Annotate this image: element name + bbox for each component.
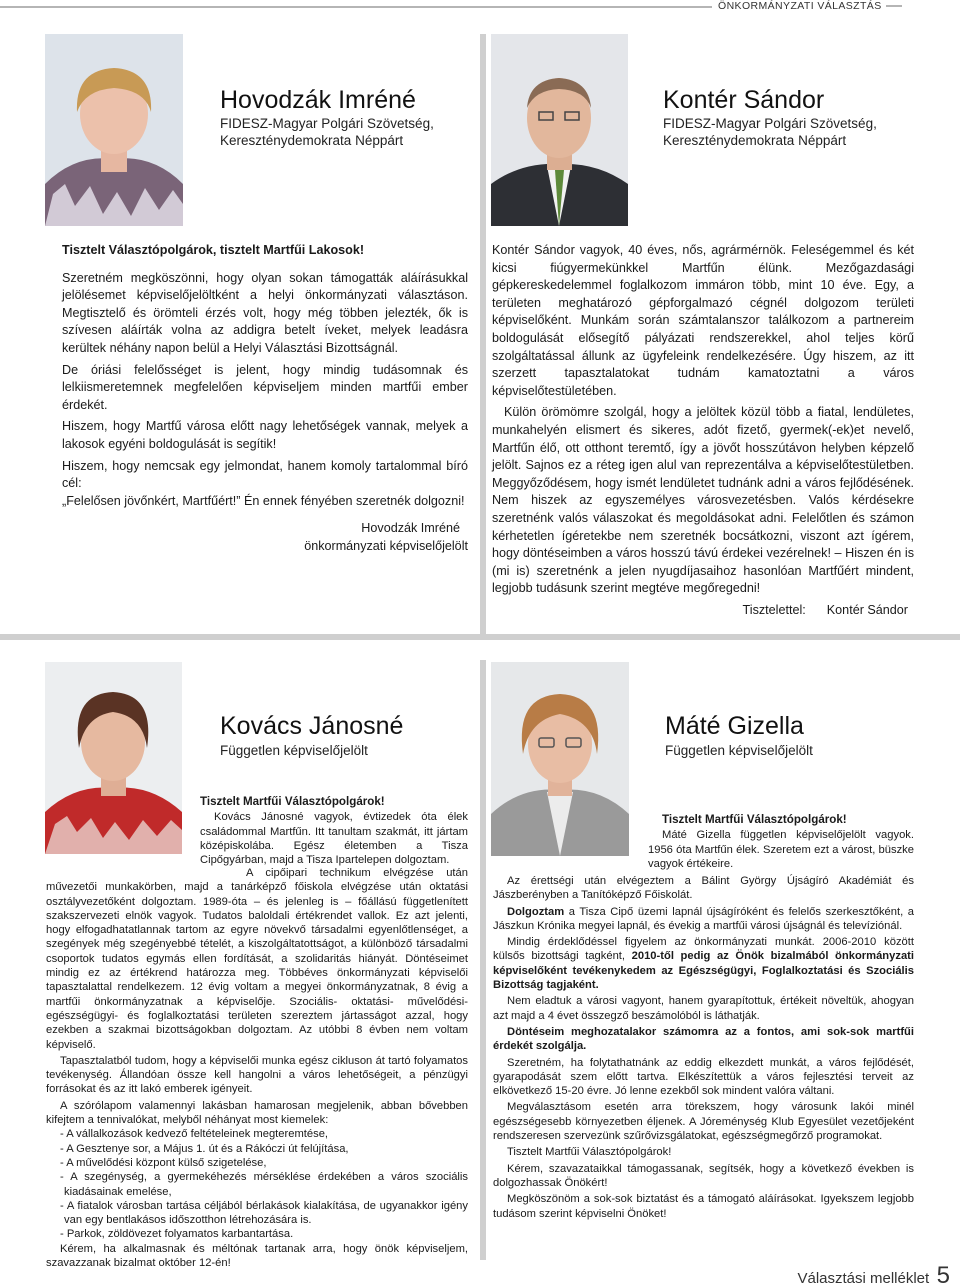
letter-kovacs-body bbox=[46, 866, 468, 1272]
paragraph: Szeretném megköszönni, hogy olyan sokan támogatták aláírásukkal jelölésemet képviselőjelöltként a helyi önkormányzati választáson. Megtisztelő és örömteli érzés volt, hogy még többen jelezték, ők is szívesen aláírták volna az addigra betelt íveket, melyek leadásra kerültek néhány napon belül a Helyi Választási Bizottságnál. bbox=[62, 270, 468, 355]
candidate-party-mate: Független képviselőjelölt bbox=[665, 743, 813, 758]
paragraph: Kérem, szavazataikkal támogassanak, segítsék, hogy a következő években is dolgozhassak Önökért! bbox=[493, 1162, 914, 1189]
paragraph bbox=[493, 935, 914, 992]
candidate-name-mate: Máté Gizella bbox=[665, 712, 804, 740]
portrait-kovacs bbox=[45, 662, 182, 854]
emphasis: 2010-től pedig az Önök bizalmából önkormányzati képviselőként tevékenykedem az Egészségügyi, Foglalkoztatási és Szociális Bizottság tagjaként. bbox=[493, 950, 915, 992]
paragraph: Megválasztásom esetén arra törekszem, hogy városunk lakói minél egészségesebb környezetben éljenek. A Jóreménység Klub Egyesület vezetőjeként rendszeresen szervezünk szűrővizsgálatokat, egészségmegőrző programokat. bbox=[493, 1101, 914, 1143]
paragraph: Hiszem, hogy nemcsak egy jelmondat, hanem komoly tartalommal bíró cél: bbox=[62, 458, 468, 491]
party-line-1: FIDESZ-Magyar Polgári Szövetség, bbox=[663, 116, 877, 131]
list-item: - A szegénység, a gyermekéhezés mérséklése érdekében a város szociális kiadásainak emelése, bbox=[60, 1171, 468, 1198]
paragraph: Máté Gizella független képviselőjelölt vagyok. 1956 óta Martfűn élek. Szeretem ezt a várost, büszke vagyok értékeire. bbox=[648, 829, 914, 870]
paragraph-rest: a Tisza Cipő üzemi lapnál újságíróként és felelős szerkesztőként, a Jászkun Krónika megyei lapnál, és évekig a martfűi városi újságnál és televíziónál. bbox=[493, 905, 914, 932]
list-item: - A vállalkozások kedvező feltételeinek megteremtése, bbox=[60, 1128, 329, 1141]
paragraph: Kontér Sándor vagyok, 40 éves, nős, agrármérnök. Feleségemmel és két kicsi fiúgyermekünkkel Martfűn élünk. Mezőgazdasági gépkereskedelemmel foglalkozom immáron több, mint 10 éve. Egy, a területen meghatározó gépforgalmazó cégnél dolgozom területi képviselőként. Munkám során számtalanszor találkozom a partnereim boldogulását elősegítő pályázati rendszerekkel, ahol teljes körű szolgáltatással állunk az ügyfeleink rendelkezésére. Úgy hiszem, az itt szerzett tapasztalatokat tudnám kamatoztatni a város képviselőtestületében. bbox=[492, 243, 914, 398]
paragraph: Szeretném, ha folytathatnánk az eddig elkezdett munkát, a város fejlődését, gyarapodását szem előtt tartva. Elkészítettük a város fejlesztési terveit az elkövetkező 15-20 évre. Jó lenne ezekből sok mindent valóra váltani. bbox=[493, 1056, 914, 1098]
section-divider bbox=[0, 634, 960, 640]
signature-name: Hovodzák Imréné bbox=[361, 521, 460, 536]
page-number: 5 bbox=[936, 1262, 950, 1288]
paragraph: Tapasztalatból tudom, hogy a képviselői munka egész cikluson át tartó folyamatos tevékenység. Állandóan össze kell hangolni a város lehetőségeit, a pénzügyi forrásokat és az itt lakó emberek igényeit. bbox=[46, 1054, 468, 1096]
column-divider-top bbox=[480, 34, 486, 639]
closing: Kérem, ha alkalmasnak és méltónak tartanak arra, hogy önök képviseljem, szavazzanak bizalmat október 12-én! bbox=[46, 1242, 468, 1270]
header-rule bbox=[0, 6, 712, 8]
list-item: - A Gesztenye sor, a Május 1. út és a Rákóczi út felújítása, bbox=[60, 1142, 349, 1155]
candidate-name-konter: Kontér Sándor bbox=[663, 86, 825, 114]
paragraph: Külön örömömre szolgál, hogy a jelöltek közül több a fiatal, lendületes, munkahelyén elismert és sikeres, adót fizető, gyermek(-ek)et nevelő, Martfűn élő, ott otthont teremtő, így a jövőt hosszútávon helyben képzelő jelölt. Sajnos ez a réteg igen alul van reprezentálva a képviselőtestületben. Meggyőződésem, hogy ismét lendületet tudnánk adni a város fejlődésének. Nem hiszek az egyszemélyes városvezetésben. Valós kérdésekre szeretnénk valós válaszokat és megoldásokat adni. Felelőtlen és számon kérhetetlen ígéretekbe nem szeretnék bocsátkozni, viszont azt ígérem, hogy döntéseimben a város hosszú távú érdekei vezérelnek! – Hiszen én is (mi is) szeretnénk a jelen nyugdíjasaihoz hasonlóan Martfűért mindent, legjobb tudásunk szerint megtéve megőregedni! bbox=[492, 405, 914, 596]
paragraph: Nem eladtuk a városi vagyont, hanem gyarapítottuk, értékeit növeltük, ahogyan azt majd a 4 évet összegző beszámolóból is láthatják. bbox=[493, 995, 914, 1022]
candidate-party-kovacs: Független képviselőjelölt bbox=[220, 743, 368, 758]
emphasis: Dolgoztam bbox=[507, 905, 565, 918]
signature-label: Tisztelettel: bbox=[742, 602, 806, 617]
signature bbox=[492, 602, 914, 620]
letter-hovodzak bbox=[62, 242, 468, 560]
letter-mate-intro bbox=[648, 813, 914, 871]
greeting: Tisztelt Martfűi Választópolgárok! bbox=[662, 813, 847, 826]
party-line-1: FIDESZ-Magyar Polgári Szövetség, bbox=[220, 116, 434, 131]
list-item: - A művelődési központ külső szigetelése, bbox=[60, 1156, 267, 1169]
paragraph: A szórólapom valamennyi lakásban hamarosan megjelenik, abban bővebben kifejtem a tennivalókat, melyből néhányat most kiemelek: bbox=[46, 1099, 468, 1127]
paragraph: Megköszönöm a sok-sok biztatást és a támogató aláírásokat. Igyekszem legjobb tudásom szerint képviselni Önöket! bbox=[493, 1193, 914, 1220]
list-item: - Parkok, zöldövezet folyamatos karbantartása. bbox=[60, 1228, 294, 1241]
paragraph: „Felelősen jövőnkért, Martfűért!” Én ennek fényében szeretnék dolgozni! bbox=[62, 493, 465, 508]
signature-title: önkormányzati képviselőjelölt bbox=[304, 538, 468, 553]
priority-list bbox=[46, 1127, 468, 1241]
paragraph: A cipőipari technikum elvégzése után művezetői munkakörben, majd a tanárképző főiskola elvégzése után oktatási osztályvezetőként dolgoztam. 1989-óta – és jelenleg is – főállású függetlenített szakszervezeti elnök vagyok. Tudatos baloldali értékrendet vallok. Ez azt jelenti, hogy elfogadhatatlannak tartom az egyre növekvő társadalmi egyenlőtlenséget, a szegények még szegényebbé tételét, a kiszolgáltatottságot, a különböző társadalmi csoportok tudatos egymás ellen fordítását, a szolidaritás hiányát. Döntéseimet mindig ez az értékrend határozza meg. Többéves önkormányzati képviselői tapasztalattal rendelkezem. 12 évig voltam a megyei önkormányzatnak, 8 évig a martfűi önkormányzatnak a képviselője. Szociális- oktatási- művelődési- egészségügyi- és foglalkoztatási területen szereztem jártasságot azzal, hogy ezekben a szakmai bizottságokban dolgoztam. Az utóbbi 8 évben nem voltam képviselő. bbox=[46, 867, 468, 1051]
section-title: ÖNKORMÁNYZATI VÁLASZTÁS bbox=[718, 0, 902, 12]
footer-title: Választási melléklet bbox=[797, 1270, 930, 1287]
column-divider-bottom bbox=[480, 660, 486, 1260]
paragraph: Az érettségi után elvégeztem a Bálint György Újságíró Akadémiát és Jászberényben a Tanítóképző Főiskolát. bbox=[493, 875, 914, 902]
page-header bbox=[0, 0, 960, 14]
paragraph: Döntéseim meghozatalakor számomra az a fontos, ami sok-sok martfűi érdekét szolgálja. bbox=[493, 1025, 914, 1053]
paragraph: De óriási felelősséget is jelent, hogy mindig tudásomnak és lelkiismeretemnek megfelelően képviseljem minden martfűi ember érdekét. bbox=[62, 362, 468, 412]
paragraph: Kovács Jánosné vagyok, évtizedek óta élek családommal Martfűn. Itt tanultam szakmát, itt jártam középiskolába. Egész életemben a Tisza Cipőgyárban, majd a Tisza Ipartelepen dolgoztam. bbox=[200, 811, 468, 867]
greeting: Tisztelt Martfűi Választópolgárok! bbox=[200, 795, 385, 808]
candidate-party-konter bbox=[663, 115, 877, 149]
page-footer bbox=[797, 1262, 950, 1288]
paragraph-start: Mindig érdeklődéssel figyelem az önkormányzati munkát. 2006-2010 között külsős bizottsági tagként, bbox=[493, 936, 914, 963]
letter-kovacs-intro bbox=[200, 795, 468, 867]
candidate-name-hovodzak: Hovodzák Imréné bbox=[220, 86, 416, 114]
candidate-name-kovacs: Kovács Jánosné bbox=[220, 712, 404, 740]
signature-name: Kontér Sándor bbox=[826, 602, 908, 617]
paragraph: Tisztelt Martfűi Választópolgárok! bbox=[507, 1146, 672, 1159]
party-line-2: Kereszténydemokrata Néppárt bbox=[220, 133, 404, 148]
party-line-2: Kereszténydemokrata Néppárt bbox=[663, 133, 847, 148]
portrait-mate bbox=[491, 662, 629, 856]
paragraph: Hiszem, hogy Martfű városa előtt nagy lehetőségek vannak, melyek a lakosok egyéni boldogulását is segítik! bbox=[62, 419, 468, 451]
portrait-konter bbox=[491, 34, 628, 226]
letter-konter bbox=[492, 242, 914, 623]
list-item: - A fiatalok városban tartása céljából bérlakások kialakítása, de ugyanakkor igény van egy bentlakásos időszotthon létrehozására is. bbox=[60, 1199, 468, 1227]
paragraph bbox=[493, 905, 914, 934]
letter-mate-body bbox=[493, 874, 914, 1223]
portrait-hovodzak bbox=[45, 34, 183, 226]
greeting: Tisztelt Választópolgárok, tisztelt Martfűi Lakosok! bbox=[62, 243, 365, 257]
candidate-party-hovodzak bbox=[220, 115, 434, 149]
